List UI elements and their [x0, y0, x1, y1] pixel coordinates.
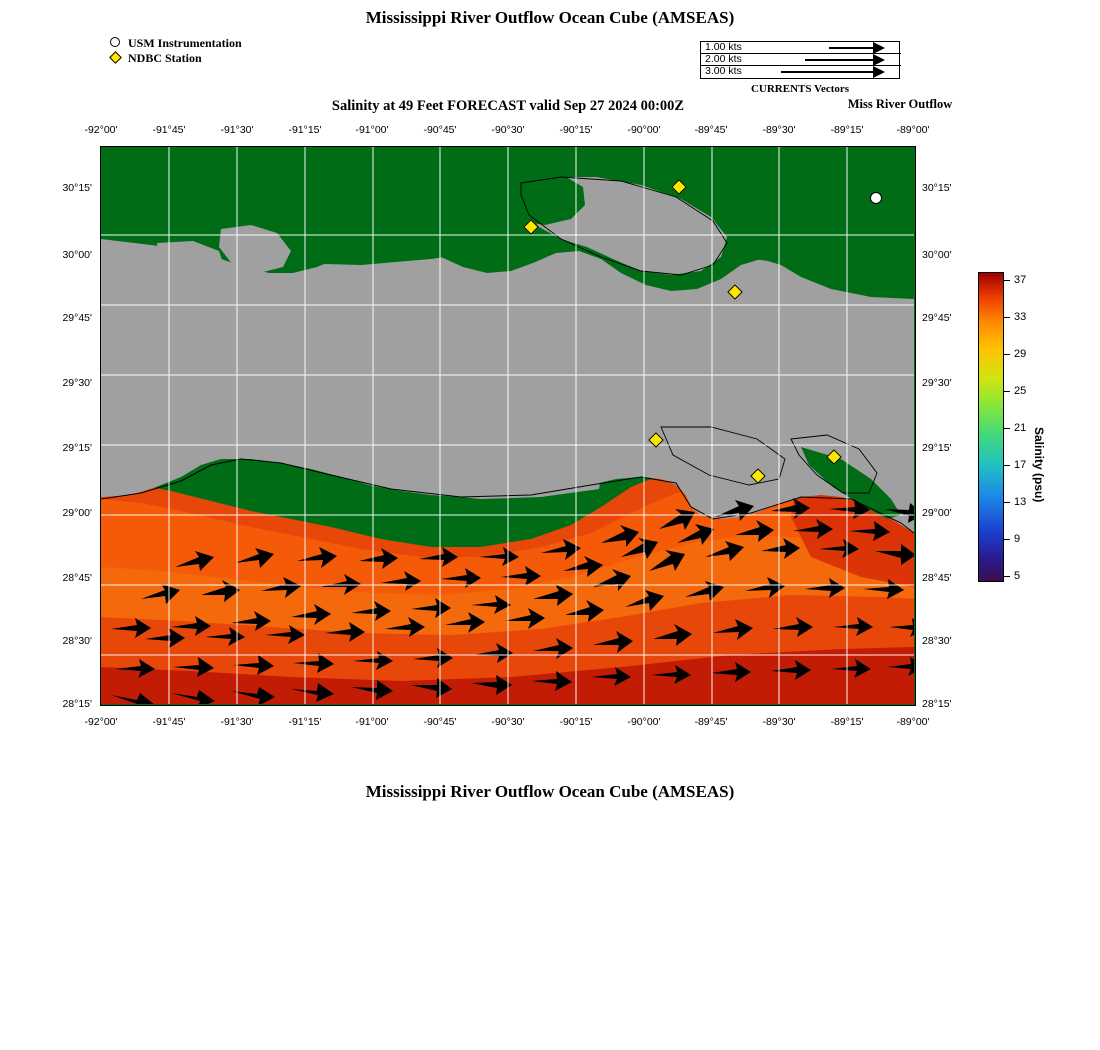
vector-arrowhead-3	[873, 66, 885, 78]
colorbar-gradient	[978, 272, 1004, 582]
lon-tick-top: -91°00'	[355, 124, 389, 136]
lat-tick-right: 28°45'	[922, 572, 952, 584]
lon-tick-bottom: -90°00'	[627, 716, 661, 728]
lon-tick-top: -90°00'	[627, 124, 661, 136]
legend-item-ndbc	[108, 51, 242, 65]
colorbar-tick	[1004, 317, 1010, 318]
legend-label-usm: USM Instrumentation	[128, 35, 242, 50]
lat-tick-right: 28°30'	[922, 635, 952, 647]
colorbar-tick	[1004, 280, 1010, 281]
lon-tick-bottom: -91°15'	[288, 716, 322, 728]
lat-tick-left: 29°30'	[62, 377, 92, 389]
lon-tick-top: -90°30'	[491, 124, 525, 136]
lon-tick-bottom: -90°30'	[491, 716, 525, 728]
lon-tick-top: -89°15'	[830, 124, 864, 136]
current-vector-key	[700, 41, 900, 79]
colorbar-tick-label: 25	[1014, 385, 1027, 397]
vector-key-label-2: 2.00 kts	[705, 53, 742, 65]
lat-tick-left: 29°15'	[62, 442, 92, 454]
colorbar-tick	[1004, 354, 1010, 355]
lon-tick-bottom: -91°45'	[152, 716, 186, 728]
lon-tick-bottom: -92°00'	[84, 716, 118, 728]
lat-tick-right: 29°15'	[922, 442, 952, 454]
vector-key-row-3	[701, 66, 901, 78]
vector-arrow-1	[829, 47, 873, 49]
circle-marker-icon	[108, 36, 126, 50]
colorbar-tick	[1004, 391, 1010, 392]
lat-tick-right: 30°15'	[922, 182, 952, 194]
product-label: Miss River Outflow	[847, 97, 953, 111]
usm-instrumentation-marker[interactable]	[870, 192, 882, 204]
lon-tick-top: -90°45'	[423, 124, 457, 136]
lat-tick-left: 29°45'	[62, 312, 92, 324]
colorbar-tick-label: 5	[1014, 570, 1021, 582]
lon-tick-top: -92°00'	[84, 124, 118, 136]
lat-tick-right: 28°15'	[922, 698, 952, 710]
legend-item-usm	[108, 36, 242, 50]
lat-tick-left: 30°15'	[62, 182, 92, 194]
colorbar-tick-label: 33	[1014, 311, 1027, 323]
lon-tick-bottom: -89°45'	[694, 716, 728, 728]
vector-arrow-3	[781, 71, 873, 73]
colorbar-tick	[1004, 576, 1010, 577]
lon-tick-bottom: -90°15'	[559, 716, 593, 728]
lon-tick-top: -89°30'	[762, 124, 796, 136]
colorbar-tick	[1004, 502, 1010, 503]
vector-arrowhead-1	[873, 42, 885, 54]
vector-key-label-3: 3.00 kts	[705, 65, 742, 77]
vector-arrowhead-2	[873, 54, 885, 66]
lat-tick-right: 29°00'	[922, 507, 952, 519]
colorbar-tick	[1004, 428, 1010, 429]
bottom-title: Mississippi River Outflow Ocean Cube (AMSEAS)	[365, 782, 735, 801]
diamond-marker-icon	[108, 51, 126, 65]
colorbar-tick-label: 13	[1014, 496, 1027, 508]
colorbar-tick	[1004, 539, 1010, 540]
colorbar-tick-label: 37	[1014, 274, 1027, 286]
lon-tick-bottom: -89°15'	[830, 716, 864, 728]
lon-tick-bottom: -90°45'	[423, 716, 457, 728]
colorbar-tick-label: 29	[1014, 348, 1027, 360]
lon-tick-bottom: -89°30'	[762, 716, 796, 728]
lon-tick-top: -91°15'	[288, 124, 322, 136]
lat-tick-right: 29°45'	[922, 312, 952, 324]
map-canvas	[101, 147, 914, 704]
colorbar-tick	[1004, 465, 1010, 466]
lon-tick-top: -91°30'	[220, 124, 254, 136]
lon-tick-top: -89°45'	[694, 124, 728, 136]
lon-tick-bottom: -91°00'	[355, 716, 389, 728]
colorbar-tick-label: 17	[1014, 459, 1027, 471]
colorbar-tick-label: 21	[1014, 422, 1027, 434]
map-subtitle: Salinity at 49 Feet FORECAST valid Sep 27 2024 00:00Z	[331, 98, 685, 114]
colorbar-tick-label: 9	[1014, 533, 1021, 545]
lat-tick-left: 28°45'	[62, 572, 92, 584]
marker-legend	[108, 36, 242, 66]
vector-key-caption: CURRENTS Vectors	[750, 83, 850, 95]
vector-arrow-2	[805, 59, 873, 61]
lat-tick-left: 29°00'	[62, 507, 92, 519]
map-plot-area[interactable]	[100, 146, 916, 706]
lon-tick-top: -89°00'	[896, 124, 930, 136]
lat-tick-left: 30°00'	[62, 249, 92, 261]
lon-tick-top: -90°15'	[559, 124, 593, 136]
lon-tick-top: -91°45'	[152, 124, 186, 136]
lat-tick-right: 29°30'	[922, 377, 952, 389]
vector-key-label-1: 1.00 kts	[705, 41, 742, 53]
legend-label-ndbc: NDBC Station	[128, 50, 202, 65]
lon-tick-bottom: -91°30'	[220, 716, 254, 728]
colorbar-title: Salinity (psu)	[1032, 427, 1046, 503]
lat-tick-right: 30°00'	[922, 249, 952, 261]
lat-tick-left: 28°30'	[62, 635, 92, 647]
page-title: Mississippi River Outflow Ocean Cube (AMSEAS)	[365, 8, 735, 27]
lat-tick-left: 28°15'	[62, 698, 92, 710]
lon-tick-bottom: -89°00'	[896, 716, 930, 728]
